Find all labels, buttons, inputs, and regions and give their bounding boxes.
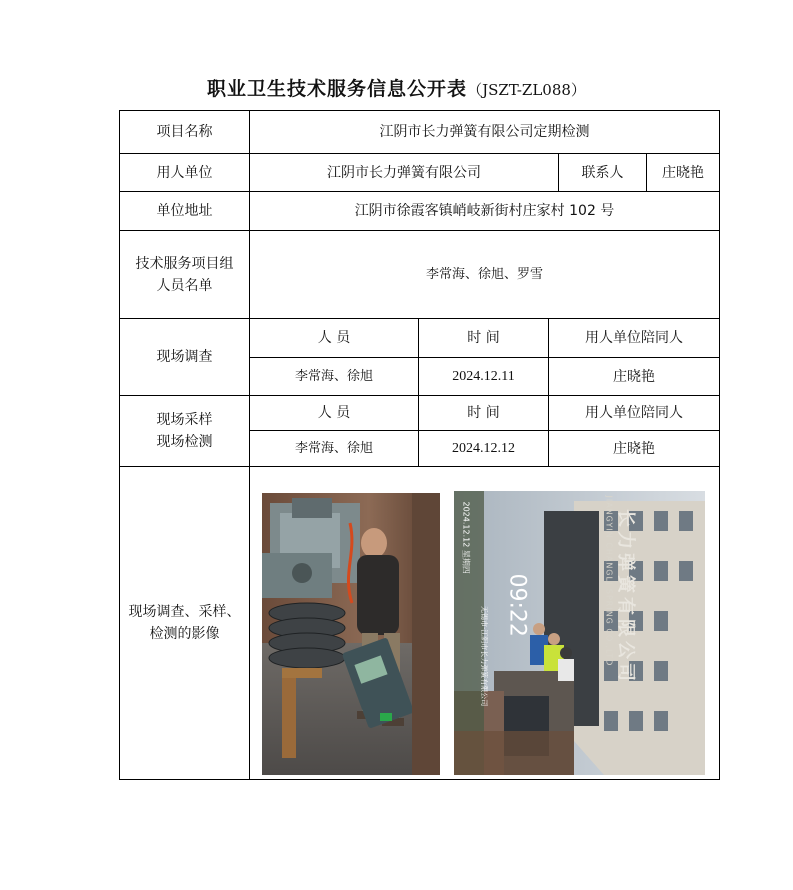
sampling-col-time: 时 间	[467, 405, 500, 421]
building-sign-en: JIANGYIN CHANGLI SPRING CO.,LTD	[604, 495, 614, 667]
team-value: 李常海、徐旭、罗雪	[425, 266, 543, 282]
document-code: （JSZT-ZL088）	[467, 81, 586, 99]
site-photo-worker	[262, 493, 440, 775]
sampling-col-escort: 用人单位陪同人	[585, 405, 683, 421]
survey-label: 现场调查	[156, 349, 213, 365]
employer-label: 用人单位	[156, 164, 213, 181]
employer-value: 江阴市长力弹簧有限公司	[327, 164, 481, 181]
contact-label: 联系人	[581, 164, 624, 181]
project-name-value: 江阴市长力弹簧有限公司定期检测	[379, 124, 590, 140]
sampling-personnel: 李常海、徐旭	[294, 440, 373, 456]
survey-personnel: 李常海、徐旭	[294, 368, 373, 384]
site-photo-worker-drawing	[262, 493, 440, 775]
photo-watermark-date: 2024.12.12 星期四	[461, 501, 471, 574]
survey-col-escort: 用人单位陪同人	[585, 330, 683, 346]
photo-watermark-time: 09:22	[504, 573, 530, 637]
team-label-line2: 人员名单	[156, 277, 213, 294]
images-label-line2: 检测的影像	[149, 626, 220, 642]
survey-date: 2024.12.11	[452, 368, 515, 384]
contact-value: 庄晓艳	[662, 164, 704, 181]
survey-escort: 庄晓艳	[613, 368, 655, 385]
building-sign: 长力弹簧有限公司	[615, 509, 636, 685]
sampling-date: 2024.12.12	[452, 440, 515, 456]
sampling-label	[120, 396, 249, 466]
sampling-label-line2: 现场检测	[156, 434, 213, 450]
address-value: 江阴市徐霞客镇峭岐新街村庄家村 102 号	[354, 203, 615, 219]
sampling-label-line1: 现场采样	[156, 412, 213, 428]
team-label	[120, 231, 249, 318]
sampling-col-personnel: 人 员	[317, 405, 351, 421]
address-label: 单位地址	[156, 203, 213, 219]
survey-col-personnel: 人 员	[317, 330, 351, 346]
team-label-line1: 技术服务项目组	[135, 255, 234, 272]
photo-watermark-location: 无锡市·江阴市长力弹簧有限公司	[480, 606, 488, 707]
images-label	[120, 467, 249, 779]
site-photo-building	[454, 491, 705, 775]
title-text: 职业卫生技术服务信息公开表	[207, 78, 468, 100]
sampling-escort: 庄晓艳	[613, 440, 655, 457]
project-name-label: 项目名称	[156, 124, 213, 140]
survey-col-time: 时 间	[467, 330, 500, 346]
images-label-line1: 现场调查、采样、	[128, 604, 241, 620]
site-photo-building-drawing	[454, 491, 705, 775]
